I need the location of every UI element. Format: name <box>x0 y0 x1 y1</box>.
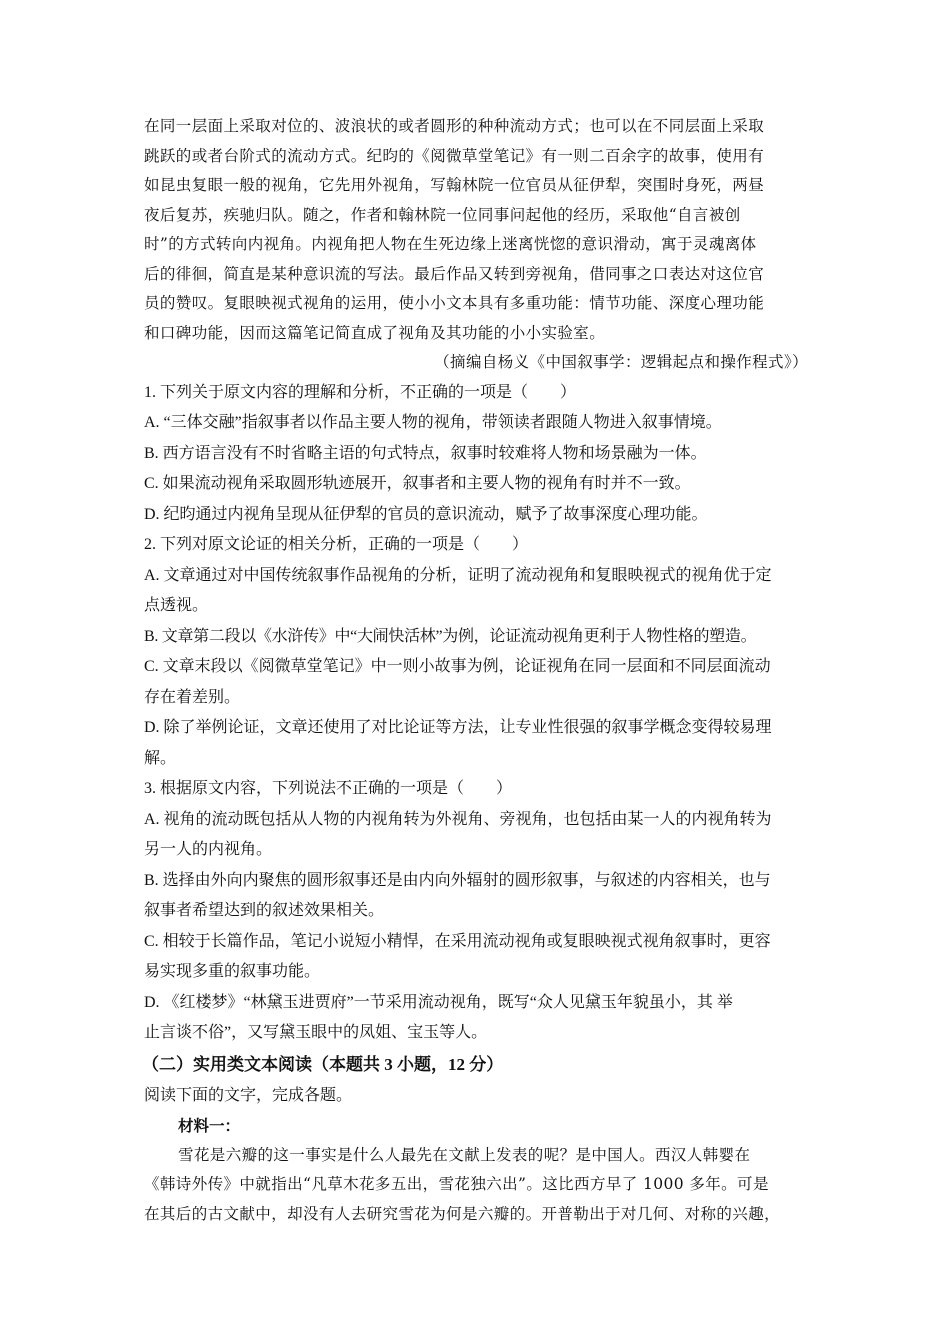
option-a-cont: 另一人的内视角。 <box>144 841 273 858</box>
source-citation: （摘编自杨义《中国叙事学：逻辑起点和操作程式》） <box>434 353 808 371</box>
option-b: B. 文章第二段以《水浒传》中“大闹快活林”为例，论证流动视角更利于人物性格的塑造。 <box>144 627 757 645</box>
option-b: B. 西方语言没有不时省略主语的句式特点，叙事时较难将人物和场景融为一体。 <box>144 444 707 462</box>
option-c-cont: 易实现多重的叙事功能。 <box>144 963 321 980</box>
section-instruction: 阅读下面的文字，完成各题。 <box>144 1086 353 1104</box>
question-stem: 1. 下列关于原文内容的理解和分析，不正确的一项是（ ） <box>144 383 577 401</box>
section-heading: （二）实用类文本阅读（本题共 3 小题，12 分） <box>142 1054 504 1074</box>
passage-line: 时”的方式转向内视角。内视角把人物在生死边缘上迷离恍惚的意识滑动，寓于灵魂离体 <box>144 235 757 253</box>
option-c: C. 文章末段以《阅微草堂笔记》中一则小故事为例，论证视角在同一层面和不同层面流动 <box>144 658 771 675</box>
passage-line: 和口碑功能，因而这篇笔记简直成了视角及其功能的小小实验室。 <box>144 323 606 342</box>
question-3 <box>144 774 812 1049</box>
question-stem: 2. 下列对原文论证的相关分析，正确的一项是（ ） <box>144 536 529 553</box>
question-stem: 3. 根据原文内容，下列说法不正确的一项是（ ） <box>144 780 513 797</box>
passage-line: 跳跃的或者台阶式的流动方式。纪昀的《阅微草堂笔记》有一则二百余字的故事，使用有 <box>144 146 765 165</box>
option-a: A. 视角的流动既包括从人物的内视角转为外视角、旁视角，也包括由某一人的内视角转为 <box>144 810 772 828</box>
option-a: A. 文章通过对中国传统叙事作品视角的分析，证明了流动视角和复眼映视式的视角优于定 <box>144 566 772 584</box>
passage-line: 在同一层面上采取对位的、波浪状的或者圆形的种种流动方式；也可以在不同层面上采取 <box>144 117 765 135</box>
option-b: B. 选择由外向内聚焦的圆形叙事还是由内向外辐射的圆形叙事，与叙述的内容相关，也与 <box>144 871 771 889</box>
material-one <box>144 1141 812 1230</box>
option-c: C. 相较于长篇作品，笔记小说短小精悍，在采用流动视角或复眼映视式视角叙事时，更容 <box>144 932 771 950</box>
option-d-cont: 止言谈不俗”，又写黛玉眼中的凤姐、宝玉等人。 <box>144 1024 488 1041</box>
option-d: D. 除了举例论证，文章还使用了对比论证等方法，让专业性很强的叙事学概念变得较易理 <box>144 719 772 736</box>
passage-line: 后的徘徊，简直是某种意识流的写法。最后作品又转到旁视角，借同事之口表达对这位官 <box>144 264 765 283</box>
passage-line: 夜后复苏，疾驰归队。随之，作者和翰林院一位同事问起他的经历，采取他“自言被创 <box>144 205 741 224</box>
option-d: D. 纪昀通过内视角呈现从征伊犁的官员的意识流动，赋予了故事深度心理功能。 <box>144 505 708 523</box>
option-a-cont: 点透视。 <box>144 597 209 614</box>
material-line: 在其后的古文献中，却没有人去研究雪花为何是六瓣的。开普勒出于对几何、对称的兴趣， <box>144 1204 781 1223</box>
option-d-cont: 解。 <box>144 749 177 767</box>
passage-line: 员的赞叹。复眼映视式视角的运用，使小小文本具有多重功能：情节功能、深度心理功能 <box>144 294 765 312</box>
material-line: 《韩诗外传》中就指出“凡草木花多五出，雪花独六出”。这比西方早了 1000 多年。可是 <box>144 1175 769 1193</box>
passage-line: 如昆虫复眼一般的视角，它先用外视角，写翰林院一位官员从征伊犁，突围时身死，两昼 <box>144 176 765 194</box>
material-label: 材料一： <box>178 1116 241 1135</box>
option-b-cont: 叙事者希望达到的叙述效果相关。 <box>144 902 385 919</box>
option-a: A. “三体交融”指叙事者以作品主要人物的视角，带领读者跟随人物进入叙事情境。 <box>144 414 722 431</box>
option-c: C. 如果流动视角采取圆形轨迹展开，叙事者和主要人物的视角有时并不一致。 <box>144 475 691 492</box>
question-2 <box>144 530 812 774</box>
option-c-cont: 存在着差别。 <box>144 688 241 706</box>
section-instruction-block <box>144 1081 812 1112</box>
passage-tail <box>144 112 812 378</box>
material-line: 雪花是六瓣的这一事实是什么人最先在文献上发表的呢？是中国人。西汉人韩婴在 <box>178 1145 751 1164</box>
option-d: D. 《红楼梦》“林黛玉进贾府”一节采用流动视角，既写“众人见黛玉年貌虽小，其 举 <box>144 993 733 1011</box>
question-1 <box>144 378 812 531</box>
exam-page <box>144 112 812 1229</box>
